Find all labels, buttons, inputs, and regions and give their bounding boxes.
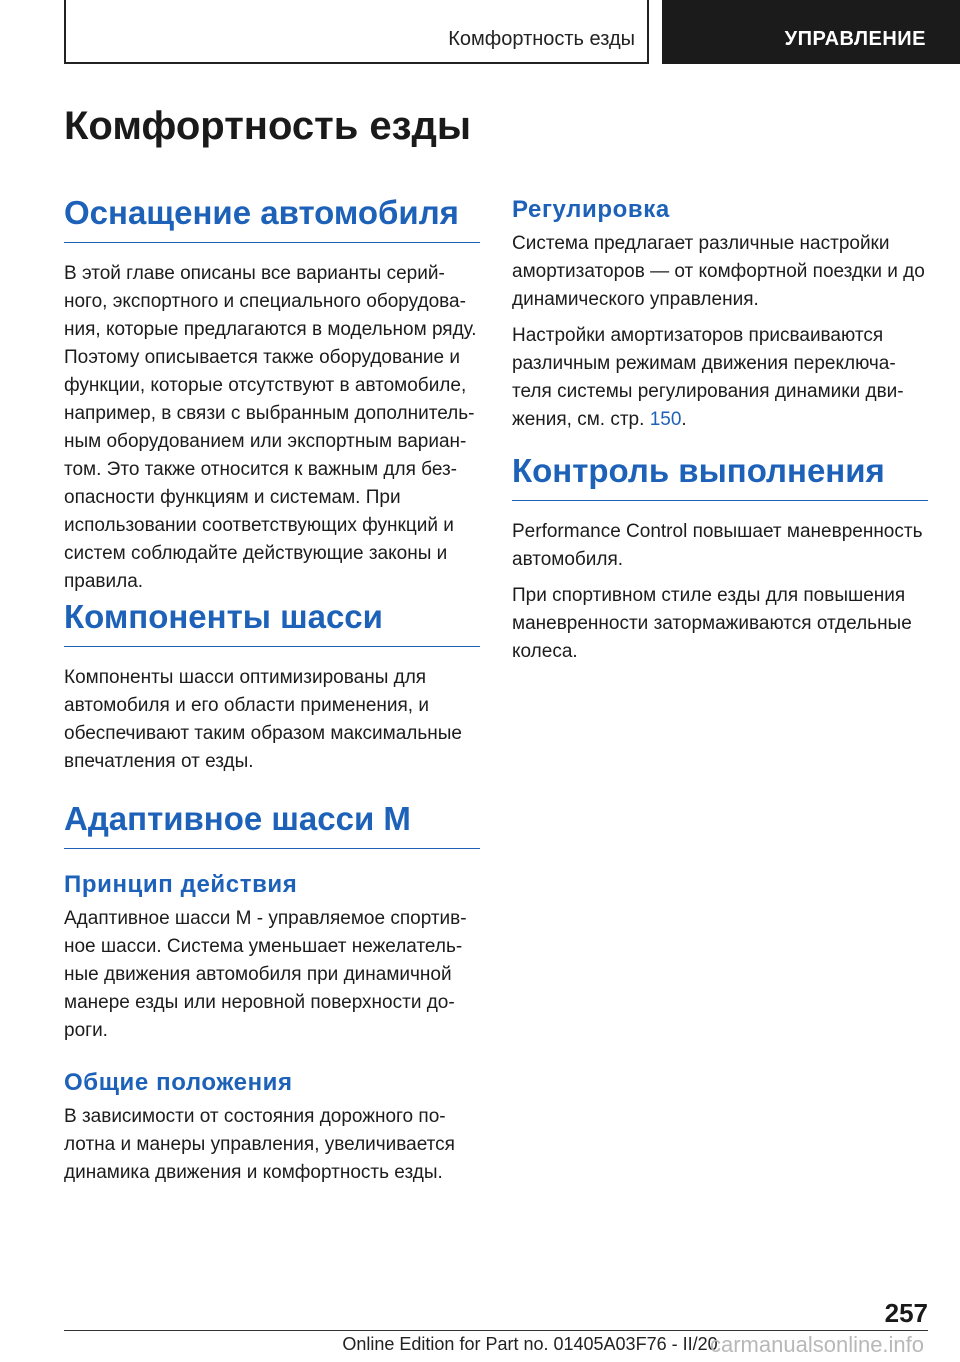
page-title: Комфортность езды xyxy=(64,104,472,148)
adaptive-heading: Адаптивное шасси M xyxy=(64,800,480,849)
text-line: манере езды или неровной поверхности до- xyxy=(64,992,455,1013)
text-line: опасности функциям и системам. При xyxy=(64,487,401,508)
performance-text-2 xyxy=(512,582,928,666)
section-chassis xyxy=(64,598,480,776)
text-line: правила. xyxy=(64,571,144,592)
text-line: лотна и манеры управления, увеличивается xyxy=(64,1134,455,1155)
text-line: автомобиля. xyxy=(512,549,624,570)
text-line: Система предлагает различные настройки xyxy=(512,233,890,254)
text-line: ные движения автомобиля при динамичной xyxy=(64,964,452,985)
chapter-tab xyxy=(662,0,960,64)
chassis-text xyxy=(64,664,480,776)
text-line: Поэтому описывается также оборудование и xyxy=(64,347,461,368)
text-line: ным оборудованием или экспортным вариан- xyxy=(64,431,467,452)
running-header-title: Комфортность езды xyxy=(448,28,635,50)
text-line: автомобиля и его области применения, и xyxy=(64,695,429,716)
text-line: например, в связи с выбранным дополнитель- xyxy=(64,403,475,424)
text-line: Адаптивное шасси M - управляемое спортив- xyxy=(64,908,467,929)
text-line: колеса. xyxy=(512,641,578,662)
adjust-heading: Регулировка xyxy=(512,196,670,223)
text-line: Компоненты шасси оптимизированы для xyxy=(64,667,427,688)
principle-heading: Принцип действия xyxy=(64,871,298,898)
text-line: использовании соответствующих функций и xyxy=(64,515,454,536)
adjust-text-1 xyxy=(512,230,928,314)
general-text xyxy=(64,1103,480,1187)
principle-text xyxy=(64,905,480,1045)
text-line: В этой главе описаны все варианты серий- xyxy=(64,263,445,284)
text-line: ное шасси. Система уменьшает нежелатель- xyxy=(64,936,463,957)
text-line: систем соблюдайте действующие законы и xyxy=(64,543,448,564)
text-line: В зависимости от состояния дорожного по- xyxy=(64,1106,446,1127)
text-line: обеспечивают таким образом максимальные xyxy=(64,723,462,744)
equipment-heading: Оснащение автомобиля xyxy=(64,194,480,243)
running-header-section xyxy=(64,0,649,64)
text-line: жения, см. стр. xyxy=(512,409,650,430)
section-performance-control xyxy=(512,452,928,666)
text-line: том. Это также относится к важным для без- xyxy=(64,459,458,480)
text-line: теля системы регулирования динамики дви- xyxy=(512,381,904,402)
text-line: ного, экспортного и специального оборудова- xyxy=(64,291,466,312)
performance-text-1 xyxy=(512,518,928,574)
text-line: Performance Control повышает маневренность xyxy=(512,521,923,542)
footer-divider xyxy=(64,1330,928,1331)
text-line: При спортивном стиле езды для повышения xyxy=(512,585,906,606)
watermark: carmanualsonline.info xyxy=(710,1332,925,1357)
chapter-tab-label: УПРАВЛЕНИЕ xyxy=(784,28,926,50)
equipment-text xyxy=(64,260,480,596)
section-adaptive-chassis xyxy=(64,800,480,1187)
text-line: роги. xyxy=(64,1020,108,1041)
text-line: впечатления от езды. xyxy=(64,751,254,772)
text-punctuation: . xyxy=(681,409,687,430)
text-line: различным режимам движения переключа- xyxy=(512,353,896,374)
general-heading: Общие положения xyxy=(64,1069,293,1096)
text-line: амортизаторов — от комфортной поездки и до xyxy=(512,261,925,282)
text-line: функции, которые отсутствуют в автомобиле, xyxy=(64,375,467,396)
section-equipment xyxy=(64,194,480,596)
edition-note: Online Edition for Part no. 01405A03F76 - II/20 xyxy=(342,1334,718,1354)
page-reference-link[interactable]: 150 xyxy=(649,409,682,430)
section-adjustment xyxy=(512,196,928,434)
adjust-text-2 xyxy=(512,322,928,434)
text-line: Настройки амортизаторов присваиваются xyxy=(512,325,884,346)
text-line: маневренности затормаживаются отдельные xyxy=(512,613,912,634)
page-number: 257 xyxy=(884,1298,928,1328)
text-line: ния, которые предлагаются в модельном ряду. xyxy=(64,319,477,340)
text-line: динамика движения и комфортность езды. xyxy=(64,1162,443,1183)
text-line: динамического управления. xyxy=(512,289,759,310)
chassis-heading: Компоненты шасси xyxy=(64,598,480,647)
performance-heading: Контроль выполнения xyxy=(512,452,928,501)
